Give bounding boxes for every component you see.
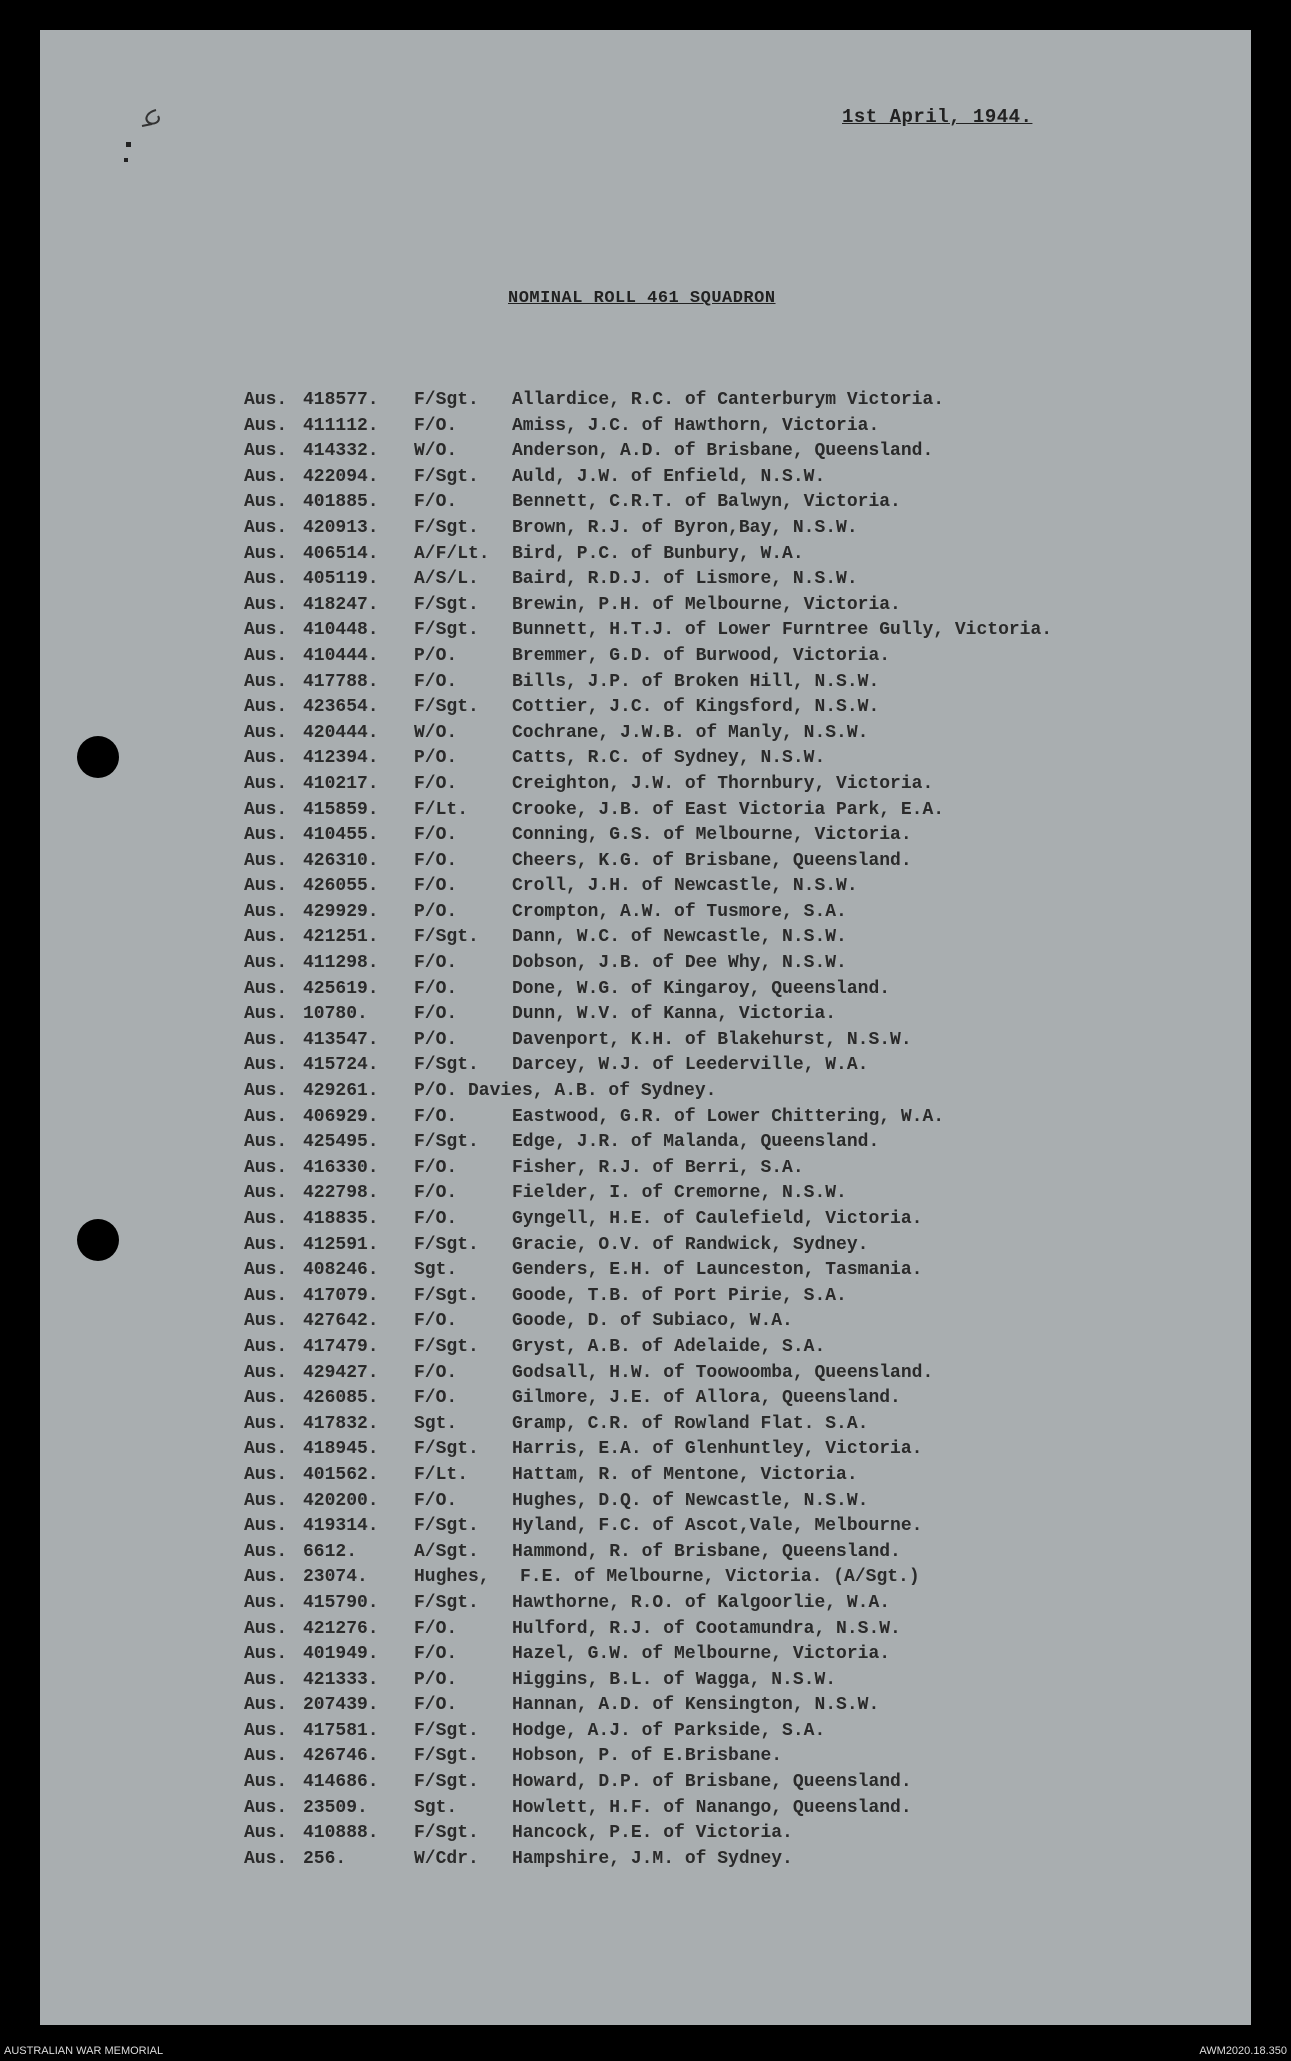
rank: F/Sgt. xyxy=(414,1746,479,1767)
service-prefix: Aus. xyxy=(244,1746,288,1767)
service-prefix: Aus. xyxy=(244,1285,288,1306)
service-prefix: Aus. xyxy=(244,1081,288,1102)
name-and-home: Davies, A.B. of Sydney. xyxy=(468,1081,717,1102)
rank: F/Sgt. xyxy=(414,1055,479,1076)
name-and-home: Hulford, R.J. of Cootamundra, N.S.W. xyxy=(512,1618,901,1639)
name-and-home: Dann, W.C. of Newcastle, N.S.W. xyxy=(512,927,847,948)
footer-source: AUSTRALIAN WAR MEMORIAL xyxy=(4,2045,164,2057)
service-prefix: Aus. xyxy=(244,1669,288,1690)
service-prefix: Aus. xyxy=(244,1209,288,1229)
rank: F/Lt. xyxy=(414,1464,469,1485)
service-number: 418247. xyxy=(303,594,379,615)
rank: F/O. xyxy=(414,1004,458,1025)
service-number: 207439. xyxy=(303,1695,379,1716)
service-number: 426310. xyxy=(303,850,379,871)
rank: F/O. xyxy=(414,1695,458,1716)
rank: F/Sgt. xyxy=(414,1234,479,1255)
name-and-home: Edge, J.R. of Malanda, Queensland. xyxy=(512,1132,880,1153)
name-and-home: Conning, G.S. of Melbourne, Victoria. xyxy=(512,825,912,846)
rank: F/O. xyxy=(414,1209,458,1229)
rank: F/Sgt. xyxy=(414,1132,479,1153)
service-prefix: Aus. xyxy=(244,569,288,590)
rank: P/O. xyxy=(414,645,458,666)
rank: F/Lt. xyxy=(414,799,469,820)
service-number: 406929. xyxy=(303,1106,379,1127)
service-number: 426746. xyxy=(303,1746,379,1767)
rank: F/O. xyxy=(414,978,458,999)
rank: P/O. xyxy=(414,1669,458,1690)
rank: F/O. xyxy=(414,953,458,974)
service-prefix: Aus. xyxy=(244,1644,288,1665)
service-prefix: Aus. xyxy=(244,390,288,410)
rank: F/O. xyxy=(414,1106,458,1127)
service-prefix: Aus. xyxy=(244,1439,288,1460)
service-prefix: Aus. xyxy=(244,1362,288,1383)
service-number: 410217. xyxy=(303,773,379,794)
service-prefix: Aus. xyxy=(244,1106,288,1127)
service-number: 415724. xyxy=(303,1055,379,1076)
service-number: 427642. xyxy=(303,1311,379,1332)
name-and-home: F.E. of Melbourne, Victoria. (A/Sgt.) xyxy=(520,1567,920,1588)
name-and-home: Hattam, R. of Mentone, Victoria. xyxy=(512,1464,858,1485)
name-and-home: Crompton, A.W. of Tusmore, S.A. xyxy=(512,901,847,922)
service-prefix: Aus. xyxy=(244,1848,288,1869)
service-number: 418835. xyxy=(303,1209,379,1229)
service-number: 418577. xyxy=(303,390,379,410)
service-number: 406514. xyxy=(303,543,379,564)
name-and-home: Bunnett, H.T.J. of Lower Furntree Gully, Victoria. xyxy=(512,620,1053,641)
rank: F/O. xyxy=(414,1183,458,1204)
service-number: 419314. xyxy=(303,1516,379,1537)
service-prefix: Aus. xyxy=(244,645,288,666)
service-number: 421276. xyxy=(303,1618,379,1639)
name-and-home: Davenport, K.H. of Blakehurst, N.S.W. xyxy=(512,1029,912,1050)
service-prefix: Aus. xyxy=(244,1720,288,1741)
pencil-mark xyxy=(118,100,178,170)
service-prefix: Aus. xyxy=(244,697,288,718)
service-prefix: Aus. xyxy=(244,1157,288,1178)
service-number: 426085. xyxy=(303,1388,379,1409)
service-prefix: Aus. xyxy=(244,1055,288,1076)
rank: F/Sgt. xyxy=(414,1772,479,1793)
rank: F/O. xyxy=(414,1618,458,1639)
service-number: 420200. xyxy=(303,1490,379,1511)
service-number: 414332. xyxy=(303,441,379,462)
service-prefix: Aus. xyxy=(244,825,288,846)
name-and-home: Hawthorne, R.O. of Kalgoorlie, W.A. xyxy=(512,1592,891,1613)
rank: F/Sgt. xyxy=(414,620,479,641)
service-number: 429261. xyxy=(303,1081,379,1102)
name-and-home: Godsall, H.W. of Toowoomba, Queensland. xyxy=(512,1362,934,1383)
name-and-home: Hancock, P.E. of Victoria. xyxy=(512,1823,793,1844)
name-and-home: Cheers, K.G. of Brisbane, Queensland. xyxy=(512,850,912,871)
service-prefix: Aus. xyxy=(244,1567,288,1588)
service-prefix: Aus. xyxy=(244,1592,288,1613)
name-and-home: Dunn, W.V. of Kanna, Victoria. xyxy=(512,1004,837,1025)
name-and-home: Brown, R.J. of Byron,Bay, N.S.W. xyxy=(512,517,858,538)
service-prefix: Aus. xyxy=(244,1464,288,1485)
rank: F/Sgt. xyxy=(414,1516,479,1537)
name-and-home: Fielder, I. of Cremorne, N.S.W. xyxy=(512,1183,847,1204)
rank: Sgt. xyxy=(414,1797,458,1818)
name-and-home: Hazel, G.W. of Melbourne, Victoria. xyxy=(512,1644,891,1665)
name-and-home: Hyland, F.C. of Ascot,Vale, Melbourne. xyxy=(512,1516,923,1537)
name-and-home: Hobson, P. of E.Brisbane. xyxy=(512,1746,783,1767)
service-number: 417079. xyxy=(303,1285,379,1306)
service-number: 429427. xyxy=(303,1362,379,1383)
service-prefix: Aus. xyxy=(244,1413,288,1434)
service-number: 256. xyxy=(303,1848,347,1869)
service-prefix: Aus. xyxy=(244,1797,288,1818)
name-and-home: Goode, D. of Subiaco, W.A. xyxy=(512,1311,793,1332)
name-and-home: Cochrane, J.W.B. of Manly, N.S.W. xyxy=(512,722,869,743)
name-and-home: Howard, D.P. of Brisbane, Queensland. xyxy=(512,1772,912,1793)
name-and-home: Darcey, W.J. of Leederville, W.A. xyxy=(512,1055,869,1076)
service-prefix: Aus. xyxy=(244,1336,288,1357)
rank: F/Sgt. xyxy=(414,1285,479,1306)
service-prefix: Aus. xyxy=(244,850,288,871)
service-prefix: Aus. xyxy=(244,1695,288,1716)
service-prefix: Aus. xyxy=(244,466,288,487)
service-prefix: Aus. xyxy=(244,953,288,974)
service-prefix: Aus. xyxy=(244,517,288,538)
service-number: 410448. xyxy=(303,620,379,641)
service-prefix: Aus. xyxy=(244,1183,288,1204)
name-and-home: Bills, J.P. of Broken Hill, N.S.W. xyxy=(512,671,880,692)
service-prefix: Aus. xyxy=(244,543,288,564)
name-and-home: Crooke, J.B. of East Victoria Park, E.A. xyxy=(512,799,945,820)
rank: W/O. xyxy=(414,441,458,462)
service-number: 425495. xyxy=(303,1132,379,1153)
name-and-home: Gracie, O.V. of Randwick, Sydney. xyxy=(512,1234,869,1255)
service-prefix: Aus. xyxy=(244,799,288,820)
name-and-home: Hannan, A.D. of Kensington, N.S.W. xyxy=(512,1695,880,1716)
service-number: 415859. xyxy=(303,799,379,820)
name-and-home: Brewin, P.H. of Melbourne, Victoria. xyxy=(512,594,901,615)
rank: F/Sgt. xyxy=(414,1823,479,1844)
service-number: 414686. xyxy=(303,1772,379,1793)
rank: F/Sgt. xyxy=(414,927,479,948)
rank: F/Sgt. xyxy=(414,1439,479,1460)
name-and-home: Hughes, D.Q. of Newcastle, N.S.W. xyxy=(512,1490,869,1511)
service-prefix: Aus. xyxy=(244,901,288,922)
service-prefix: Aus. xyxy=(244,748,288,769)
service-number: 422094. xyxy=(303,466,379,487)
service-number: 6612. xyxy=(303,1541,358,1562)
service-number: 421333. xyxy=(303,1669,379,1690)
service-prefix: Aus. xyxy=(244,1029,288,1050)
name-and-home: Amiss, J.C. of Hawthorn, Victoria. xyxy=(512,415,880,436)
service-prefix: Aus. xyxy=(244,1260,288,1281)
name-and-home: Auld, J.W. of Enfield, N.S.W. xyxy=(512,466,826,487)
rank: F/O. xyxy=(414,773,458,794)
name-and-home: Hammond, R. of Brisbane, Queensland. xyxy=(512,1541,901,1562)
rank: F/O. xyxy=(414,671,458,692)
name-and-home: Bremmer, G.D. of Burwood, Victoria. xyxy=(512,645,891,666)
rank: A/F/Lt. xyxy=(414,543,490,564)
service-prefix: Aus. xyxy=(244,415,288,436)
service-number: 411298. xyxy=(303,953,379,974)
name-and-home: Anderson, A.D. of Brisbane, Queensland. xyxy=(512,441,934,462)
name-and-home: Eastwood, G.R. of Lower Chittering, W.A. xyxy=(512,1106,945,1127)
service-prefix: Aus. xyxy=(244,773,288,794)
service-number: 416330. xyxy=(303,1157,379,1178)
rank: A/S/L. xyxy=(414,569,479,590)
service-number: 417788. xyxy=(303,671,379,692)
rank: F/O. xyxy=(414,1388,458,1409)
rank: F/Sgt. xyxy=(414,1592,479,1613)
service-number: 411112. xyxy=(303,415,379,436)
name-and-home: Done, W.G. of Kingaroy, Queensland. xyxy=(512,978,891,999)
service-prefix: Aus. xyxy=(244,1772,288,1793)
service-prefix: Aus. xyxy=(244,1541,288,1562)
service-prefix: Aus. xyxy=(244,876,288,897)
service-number: 423654. xyxy=(303,697,379,718)
service-number: 401562. xyxy=(303,1464,379,1485)
service-prefix: Aus. xyxy=(244,1618,288,1639)
name-and-home: Gryst, A.B. of Adelaide, S.A. xyxy=(512,1336,826,1357)
service-prefix: Aus. xyxy=(244,492,288,513)
name-and-home: Gramp, C.R. of Rowland Flat. S.A. xyxy=(512,1413,869,1434)
service-number: 415790. xyxy=(303,1592,379,1613)
punch-hole-bottom xyxy=(77,1219,119,1261)
rank: A/Sgt. xyxy=(414,1541,479,1562)
name-and-home: Bird, P.C. of Bunbury, W.A. xyxy=(512,543,804,564)
rank: F/Sgt. xyxy=(414,1336,479,1357)
service-number: 425619. xyxy=(303,978,379,999)
document-date: 1st April, 1944. xyxy=(842,106,1033,128)
service-number: 401885. xyxy=(303,492,379,513)
service-prefix: Aus. xyxy=(244,1516,288,1537)
rank: P/O. xyxy=(414,901,458,922)
rank: F/Sgt. xyxy=(414,594,479,615)
name-and-home: Howlett, H.F. of Nanango, Queensland. xyxy=(512,1797,912,1818)
name-and-home: Higgins, B.L. of Wagga, N.S.W. xyxy=(512,1669,837,1690)
service-prefix: Aus. xyxy=(244,1823,288,1844)
service-number: 412591. xyxy=(303,1234,379,1255)
service-prefix: Aus. xyxy=(244,594,288,615)
footer-accession: AWM2020.18.350 xyxy=(1199,2045,1287,2057)
service-number: 408246. xyxy=(303,1260,379,1281)
name-and-home: Allardice, R.C. of Canterburym Victoria. xyxy=(512,390,945,410)
service-prefix: Aus. xyxy=(244,1388,288,1409)
service-number: 426055. xyxy=(303,876,379,897)
rank: Hughes, xyxy=(414,1567,490,1588)
service-number: 421251. xyxy=(303,927,379,948)
name-and-home: Hodge, A.J. of Parkside, S.A. xyxy=(512,1720,826,1741)
service-number: 23509. xyxy=(303,1797,368,1818)
name-and-home: Croll, J.H. of Newcastle, N.S.W. xyxy=(512,876,858,897)
service-prefix: Aus. xyxy=(244,620,288,641)
name-and-home: Harris, E.A. of Glenhuntley, Victoria. xyxy=(512,1439,923,1460)
service-prefix: Aus. xyxy=(244,1311,288,1332)
service-number: 417479. xyxy=(303,1336,379,1357)
service-number: 417581. xyxy=(303,1720,379,1741)
service-prefix: Aus. xyxy=(244,1004,288,1025)
rank: P/O. xyxy=(414,1029,458,1050)
rank: F/O. xyxy=(414,1157,458,1178)
service-number: 410444. xyxy=(303,645,379,666)
rank: W/Cdr. xyxy=(414,1848,479,1869)
rank: P/O. xyxy=(414,748,458,769)
name-and-home: Dobson, J.B. of Dee Why, N.S.W. xyxy=(512,953,847,974)
rank: F/O. xyxy=(414,1311,458,1332)
service-prefix: Aus. xyxy=(244,978,288,999)
rank: F/Sgt. xyxy=(414,697,479,718)
rank: F/O. xyxy=(414,1644,458,1665)
service-number: 405119. xyxy=(303,569,379,590)
service-prefix: Aus. xyxy=(244,1490,288,1511)
name-and-home: Hampshire, J.M. of Sydney. xyxy=(512,1848,793,1869)
document-title: NOMINAL ROLL 461 SQUADRON xyxy=(508,289,776,308)
name-and-home: Goode, T.B. of Port Pirie, S.A. xyxy=(512,1285,847,1306)
rank: P/O. xyxy=(414,1081,458,1102)
rank: F/O. xyxy=(414,825,458,846)
rank: Sgt. xyxy=(414,1260,458,1281)
name-and-home: Gyngell, H.E. of Caulefield, Victoria. xyxy=(512,1209,923,1229)
service-number: 413547. xyxy=(303,1029,379,1050)
service-prefix: Aus. xyxy=(244,722,288,743)
rank: F/O. xyxy=(414,1490,458,1511)
rank: F/Sgt. xyxy=(414,517,479,538)
name-and-home: Catts, R.C. of Sydney, N.S.W. xyxy=(512,748,826,769)
rank: F/O. xyxy=(414,492,458,513)
name-and-home: Cottier, J.C. of Kingsford, N.S.W. xyxy=(512,697,880,718)
service-number: 410455. xyxy=(303,825,379,846)
rank: F/O. xyxy=(414,1362,458,1383)
punch-hole-top xyxy=(77,736,119,778)
rank: F/O. xyxy=(414,415,458,436)
rank: F/Sgt. xyxy=(414,390,479,410)
service-number: 420444. xyxy=(303,722,379,743)
name-and-home: Bennett, C.R.T. of Balwyn, Victoria. xyxy=(512,492,901,513)
rank: Sgt. xyxy=(414,1413,458,1434)
service-number: 412394. xyxy=(303,748,379,769)
rank: F/O. xyxy=(414,850,458,871)
name-and-home: Creighton, J.W. of Thornbury, Victoria. xyxy=(512,773,934,794)
service-number: 429929. xyxy=(303,901,379,922)
name-and-home: Baird, R.D.J. of Lismore, N.S.W. xyxy=(512,569,858,590)
service-number: 10780. xyxy=(303,1004,368,1025)
service-number: 422798. xyxy=(303,1183,379,1204)
service-prefix: Aus. xyxy=(244,927,288,948)
service-number: 401949. xyxy=(303,1644,379,1665)
name-and-home: Gilmore, J.E. of Allora, Queensland. xyxy=(512,1388,901,1409)
name-and-home: Fisher, R.J. of Berri, S.A. xyxy=(512,1157,804,1178)
name-and-home: Genders, E.H. of Launceston, Tasmania. xyxy=(512,1260,923,1281)
service-prefix: Aus. xyxy=(244,671,288,692)
rank: F/O. xyxy=(414,876,458,897)
rank: W/O. xyxy=(414,722,458,743)
service-prefix: Aus. xyxy=(244,1234,288,1255)
service-number: 410888. xyxy=(303,1823,379,1844)
service-number: 23074. xyxy=(303,1567,368,1588)
service-number: 420913. xyxy=(303,517,379,538)
service-prefix: Aus. xyxy=(244,1132,288,1153)
service-number: 417832. xyxy=(303,1413,379,1434)
service-number: 418945. xyxy=(303,1439,379,1460)
rank: F/Sgt. xyxy=(414,1720,479,1741)
service-prefix: Aus. xyxy=(244,441,288,462)
rank: F/Sgt. xyxy=(414,466,479,487)
